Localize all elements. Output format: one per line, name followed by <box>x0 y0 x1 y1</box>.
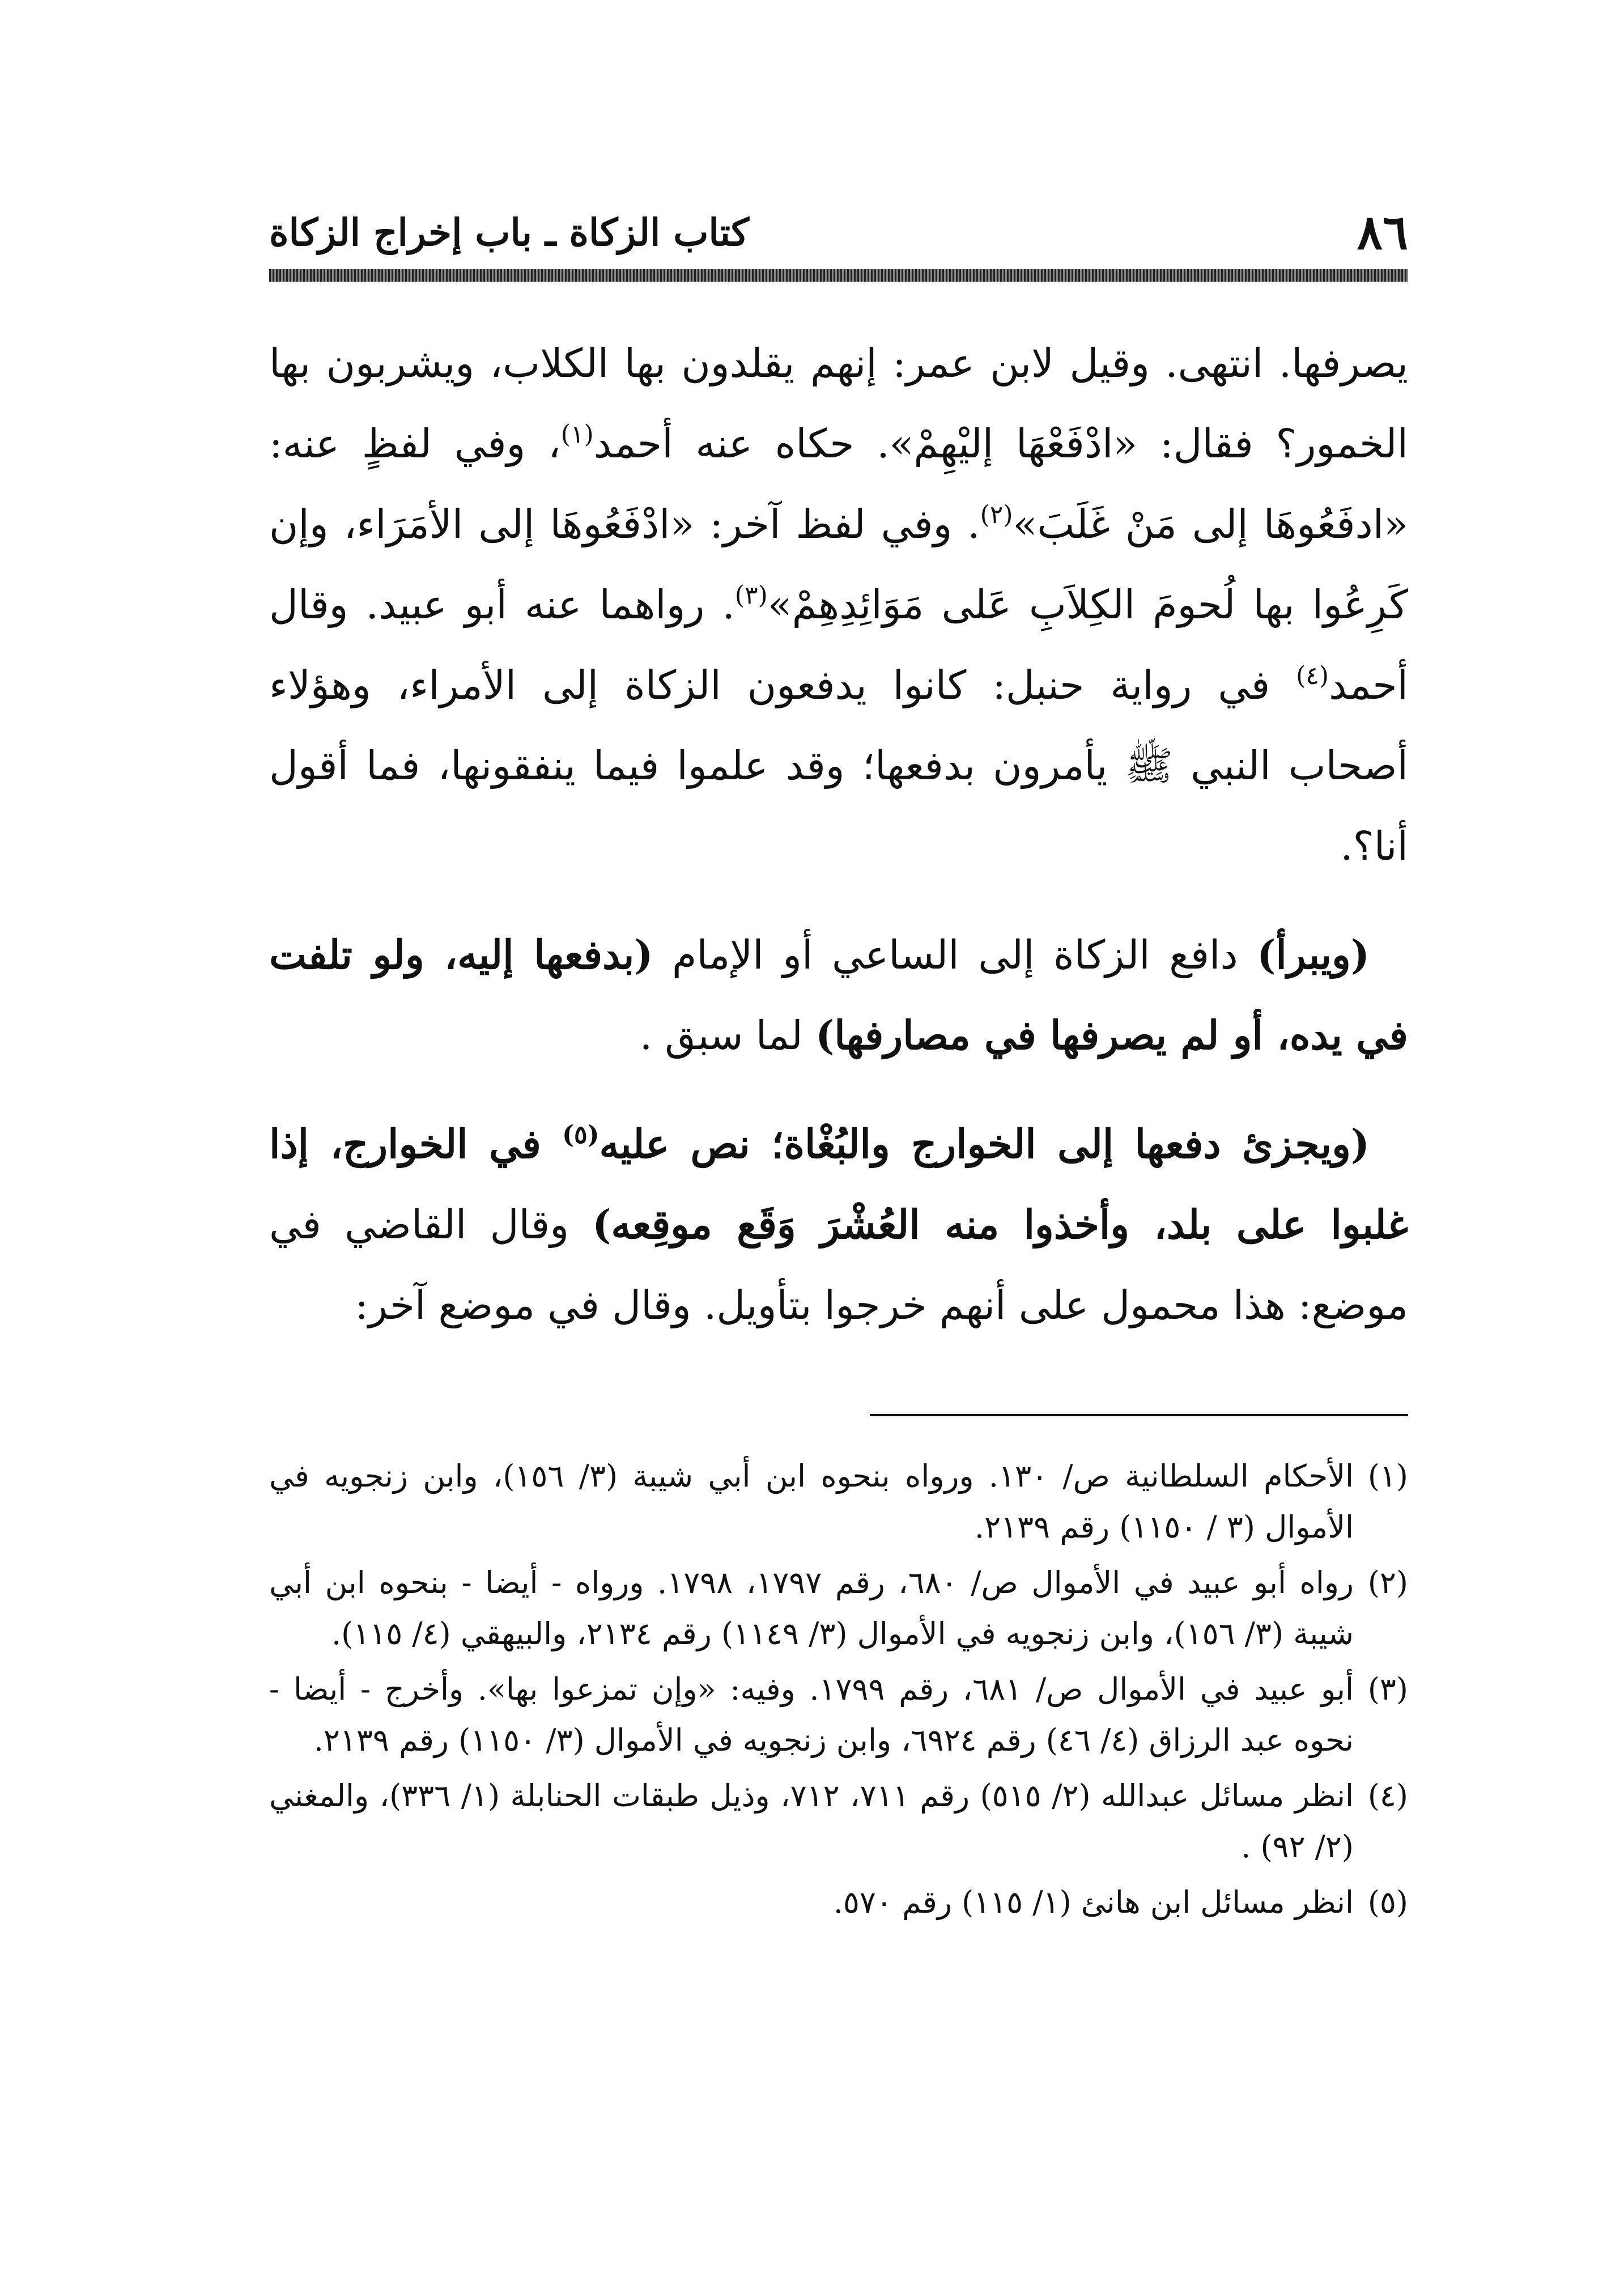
text-span: ، وفي لفظٍ عنه: «ادفَعُوهَا إلى مَنْ غَلَبَ» <box>269 421 1408 547</box>
paragraph-3 <box>269 1104 1408 1345</box>
footnote-number: (٢) <box>1367 1565 1408 1600</box>
footnote-5 <box>269 1877 1408 1928</box>
running-title: كتاب الزكاة ـ باب إخراج الزكاة <box>269 210 749 254</box>
footnote-text: انظر مسائل عبدالله (٢/ ٥١٥) رقم ٧١١، ٧١٢، وذيل طبقات الحنابلة (١/ ٣٣٦)، والمغني (٢/ ٩٢) . <box>269 1778 1354 1865</box>
page-number: ٨٦ <box>1357 204 1408 260</box>
page-header <box>269 201 1408 264</box>
footnote-2 <box>269 1557 1408 1659</box>
footnote-separator <box>870 1414 1408 1416</box>
footnote-text: أبو عبيد في الأموال ص/ ٦٨١، رقم ١٧٩٩. وفيه: «وإن تمزعوا بها». وأخرج - أيضا - نحوه عبد الرزاق (٤/ ٤٦) رقم ٦٩٢٤، وابن زنجويه في الأموال (٣/ ١١٥٠) رقم ٢١٣٩. <box>269 1671 1354 1758</box>
text-span: . رواهما عنه أبو عبيد. وقال أحمد <box>269 581 1408 708</box>
footnote-3 <box>269 1664 1408 1766</box>
footnote-marker-4: (٤) <box>1296 661 1329 690</box>
footnote-number: (٥) <box>1367 1884 1408 1920</box>
text-span: في رواية حنبل: كانوا يدفعون الزكاة إلى الأمراء، وهؤلاء أصحاب النبي ﷺ يأمرون بدفعها؛ وقد علموا فيما ينفقونها، فما أقول أنا؟. <box>269 662 1408 869</box>
paragraph-2 <box>269 915 1408 1076</box>
footnote-number: (٣) <box>1367 1671 1408 1707</box>
footnote-text: انظر مسائل ابن هانئ (١/ ١١٥) رقم ٥٧٠. <box>833 1884 1354 1920</box>
footnote-4 <box>269 1770 1408 1872</box>
matn-text: في الخوارج، إذا غلبوا على بلد، وأخذوا منه العُشْرَ وَقَع موقِعه) <box>269 1120 1408 1248</box>
text-span: يصرفها. انتهى. وقيل لابن عمر: إنهم يقلدون بها الكلاب، ويشربون بها الخمور؟ فقال: «ادْفَعْهَا إليْهِمْ». حكاه عنه أحمد <box>269 340 1408 467</box>
text-span: . وفي لفظ آخر: «ادْفَعُوهَا إلى الأمَرَاء، وإن كَرِعُوا بها لُحومَ الكِلاَبِ عَلى مَوَائِدِهِمْ» <box>269 501 1409 628</box>
footnote-text: الأحكام السلطانية ص/ ١٣٠. ورواه بنحوه ابن أبي شيبة (٣/ ١٥٦)، وابن زنجويه في الأموال (٣ / ١١٥٠) رقم ٢١٣٩. <box>269 1458 1354 1545</box>
footnote-1 <box>269 1451 1408 1553</box>
matn-text: (ويجزئ دفعها إلى الخوارج والبُغْاة؛ نص عليه <box>599 1120 1370 1167</box>
footnote-marker-3: (٣) <box>734 581 768 610</box>
matn-text: (ويبرأ) <box>1257 931 1370 978</box>
footnote-marker-2: (٢) <box>980 500 1013 529</box>
commentary-text: لما سبق . <box>639 1012 816 1059</box>
main-text <box>269 323 1408 1374</box>
paragraph-1 <box>269 323 1408 886</box>
commentary-text: وقال القاضي في موضع: هذا محمول على أنهم خرجوا بتأويل. وقال في موضع آخر: <box>269 1201 1408 1328</box>
footnote-marker-5: (٥) <box>562 1120 600 1149</box>
commentary-text: دافع الزكاة إلى الساعي أو الإمام <box>653 932 1257 978</box>
footnote-number: (١) <box>1367 1458 1408 1494</box>
footnotes <box>269 1451 1408 1933</box>
footnote-number: (٤) <box>1367 1778 1408 1814</box>
matn-text: (بدفعها إليه، ولو تلفت في يده، أو لم يصرفها في مصارفها) <box>269 931 1408 1059</box>
header-divider <box>269 269 1408 282</box>
footnote-text: رواه أبو عبيد في الأموال ص/ ٦٨٠، رقم ١٧٩٧، ١٧٩٨. ورواه - أيضا - بنحوه ابن أبي شيبة (٣/ ١٥٦)، وابن زنجويه في الأموال (٣/ ١١٤٩) رقم ٢١٣٤، والبيهقي (٤/ ١١٥). <box>269 1565 1354 1651</box>
footnote-marker-1: (١) <box>560 420 594 449</box>
